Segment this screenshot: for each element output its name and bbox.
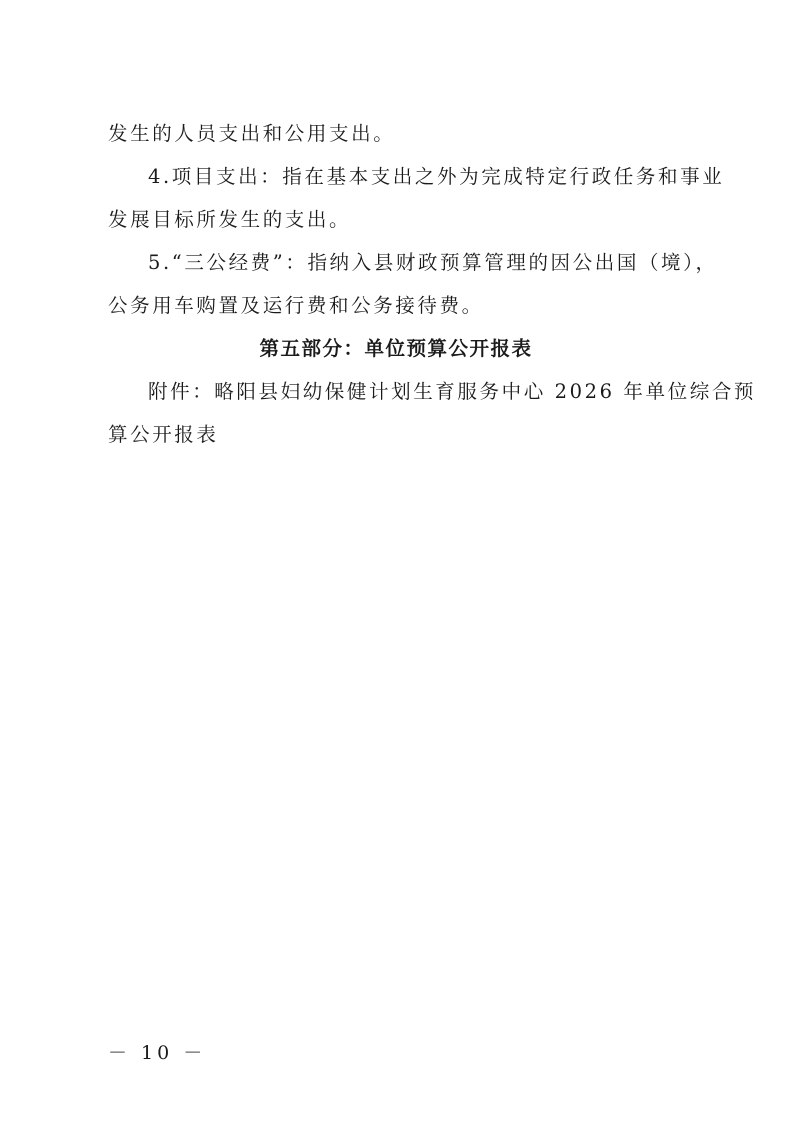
section-heading: 第五部分：单位预算公开报表 bbox=[259, 337, 533, 360]
item-4-project-expenditure: 4.项目支出：指在基本支出之外为完成特定行政任务和事业 bbox=[148, 165, 725, 188]
body-text-line-1: 发生的人员支出和公用支出。 bbox=[108, 122, 396, 145]
item-4-continuation: 发展目标所发生的支出。 bbox=[108, 208, 352, 231]
item-5-continuation: 公务用车购置及运行费和公务接待费。 bbox=[108, 294, 484, 317]
page-number: － 10 － bbox=[108, 1042, 207, 1064]
item-5-three-public-expenses: 5.“三公经费”：指纳入县财政预算管理的因公出国（境）， bbox=[148, 251, 718, 274]
attachment-line-2: 算公开报表 bbox=[108, 423, 219, 446]
attachment-line-1: 附件：略阳县妇幼保健计划生育服务中心 2026 年单位综合预 bbox=[148, 380, 757, 403]
